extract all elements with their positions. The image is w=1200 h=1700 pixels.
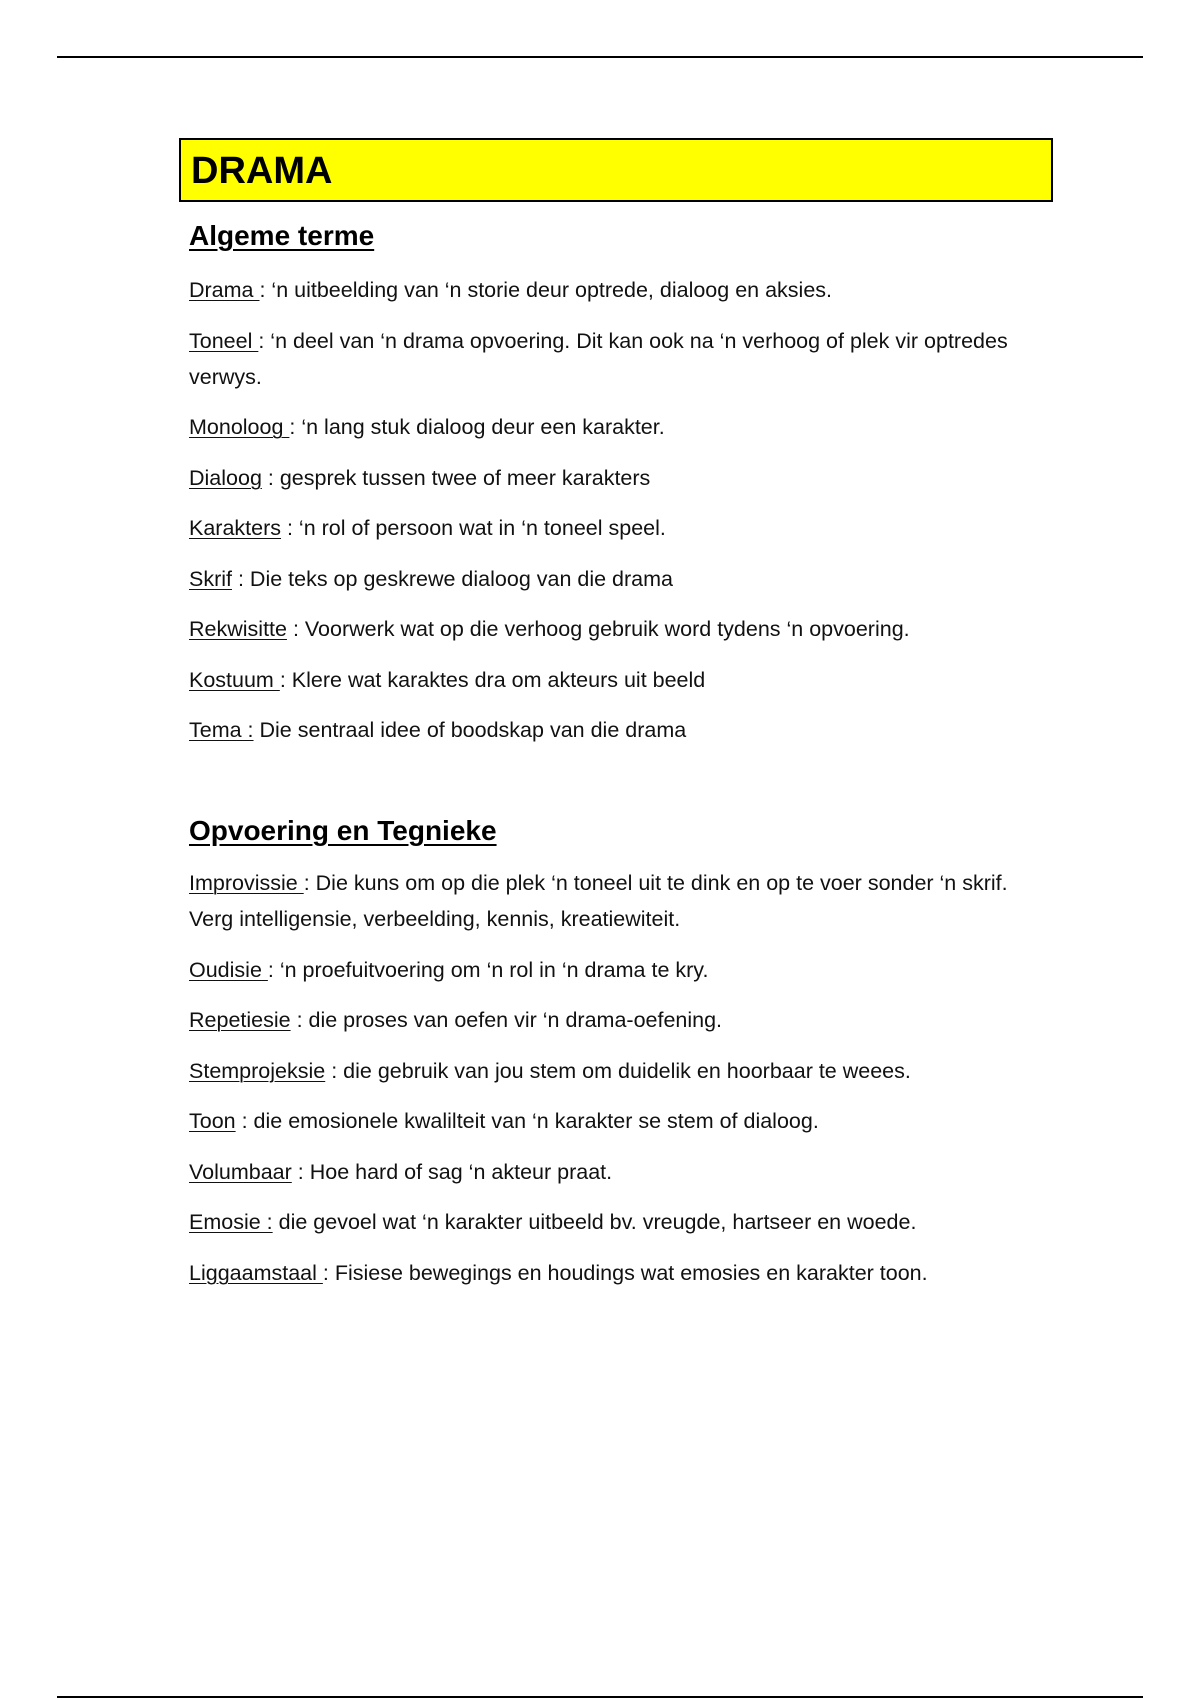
term-entry-toon	[189, 1103, 1055, 1139]
term-entry-monoloog	[189, 409, 1055, 445]
term-label: Karakters	[189, 516, 282, 540]
term-definition: : Die kuns om op die plek ‘n toneel uit te dink en op te voer sonder ‘n skrif. Verg intelligensie, verbeelding, kennis, kreatiewiteit.	[189, 871, 1008, 931]
term-definition: : Voorwerk wat op die verhoog gebruik word tydens ‘n opvoering.	[286, 617, 910, 641]
term-entry-karakters	[189, 510, 1055, 546]
term-definition: : ‘n uitbeelding van ‘n storie deur optrede, dialoog en aksies.	[259, 278, 832, 302]
term-definition: : Die teks op geskrewe dialoog van die drama	[232, 566, 673, 591]
term-label: Monoloog	[189, 415, 290, 439]
top-rule	[57, 56, 1143, 58]
term-entry-volumbaar	[189, 1154, 1055, 1190]
term-label: Volumbaar	[189, 1159, 292, 1184]
term-definition: : Klere wat karaktes dra om akteurs uit beeld	[279, 667, 706, 692]
term-label: Oudisie	[189, 957, 268, 982]
term-label: Repetiesie	[189, 1008, 291, 1032]
term-definition: : die gebruik van jou stem om duidelik en hoorbaar te weees.	[325, 1058, 911, 1083]
term-entry-tema	[189, 712, 1055, 748]
title-box	[179, 138, 1053, 202]
term-entry-liggaamstaal	[189, 1255, 1055, 1291]
term-label: Toon	[189, 1109, 236, 1133]
term-entry-stemprojeksie	[189, 1053, 1055, 1089]
term-label: Dialoog	[189, 465, 262, 490]
term-entry-kostuum	[189, 662, 1055, 698]
term-label: Rekwisitte	[189, 617, 287, 641]
term-entry-emosie	[189, 1204, 1055, 1240]
term-definition: : Hoe hard of sag ‘n akteur praat.	[291, 1159, 613, 1184]
term-definition: : die emosionele kwalilteit van ‘n karakter se stem of dialoog.	[235, 1109, 819, 1133]
term-entry-dialoog	[189, 460, 1055, 496]
term-entry-drama	[189, 272, 1055, 308]
term-definition: : ‘n lang stuk dialoog deur een karakter.	[289, 415, 665, 439]
term-label: Drama	[189, 278, 260, 302]
term-definition: : ‘n deel van ‘n drama opvoering. Dit kan ook na ‘n verhoog of plek vir optredes verwys.	[189, 328, 1008, 389]
section-heading-opvoering-en-tegnieke: Opvoering en Tegnieke	[189, 815, 497, 846]
bottom-rule	[57, 1696, 1143, 1698]
term-entry-rekwisitte	[189, 611, 1055, 647]
term-label: Emosie :	[189, 1210, 273, 1234]
term-entry-improvissie	[189, 865, 1055, 937]
term-definition: Die sentraal idee of boodskap van die drama	[253, 718, 687, 742]
term-definition: : gesprek tussen twee of meer karakters	[261, 465, 651, 490]
term-entry-toneel	[189, 323, 1055, 395]
term-entry-oudisie	[189, 952, 1055, 988]
section-heading-algeme-terme: Algeme terme	[189, 220, 375, 251]
term-label: Toneel	[189, 328, 259, 353]
term-entry-skrif	[189, 561, 1055, 597]
term-definition: : Fisiese bewegings en houdings wat emosies en karakter toon.	[322, 1260, 928, 1285]
term-definition: : die proses van oefen vir ‘n drama-oefening.	[290, 1008, 723, 1032]
document-body	[189, 138, 1055, 1305]
term-label: Tema :	[189, 718, 254, 742]
term-label: Liggaamstaal	[189, 1260, 323, 1285]
term-definition: : ‘n proefuitvoering om ‘n rol in ‘n drama te kry.	[267, 957, 709, 982]
term-label: Stemprojeksie	[189, 1058, 326, 1083]
term-label: Improvissie	[189, 871, 304, 895]
term-definition: : ‘n rol of persoon wat in ‘n toneel speel.	[281, 516, 666, 540]
term-label: Skrif	[189, 566, 232, 591]
term-label: Kostuum	[189, 667, 280, 692]
term-definition: die gevoel wat ‘n karakter uitbeeld bv. vreugde, hartseer en woede.	[272, 1210, 917, 1234]
document-title: DRAMA	[191, 150, 333, 192]
term-entry-repetiesie	[189, 1002, 1055, 1038]
